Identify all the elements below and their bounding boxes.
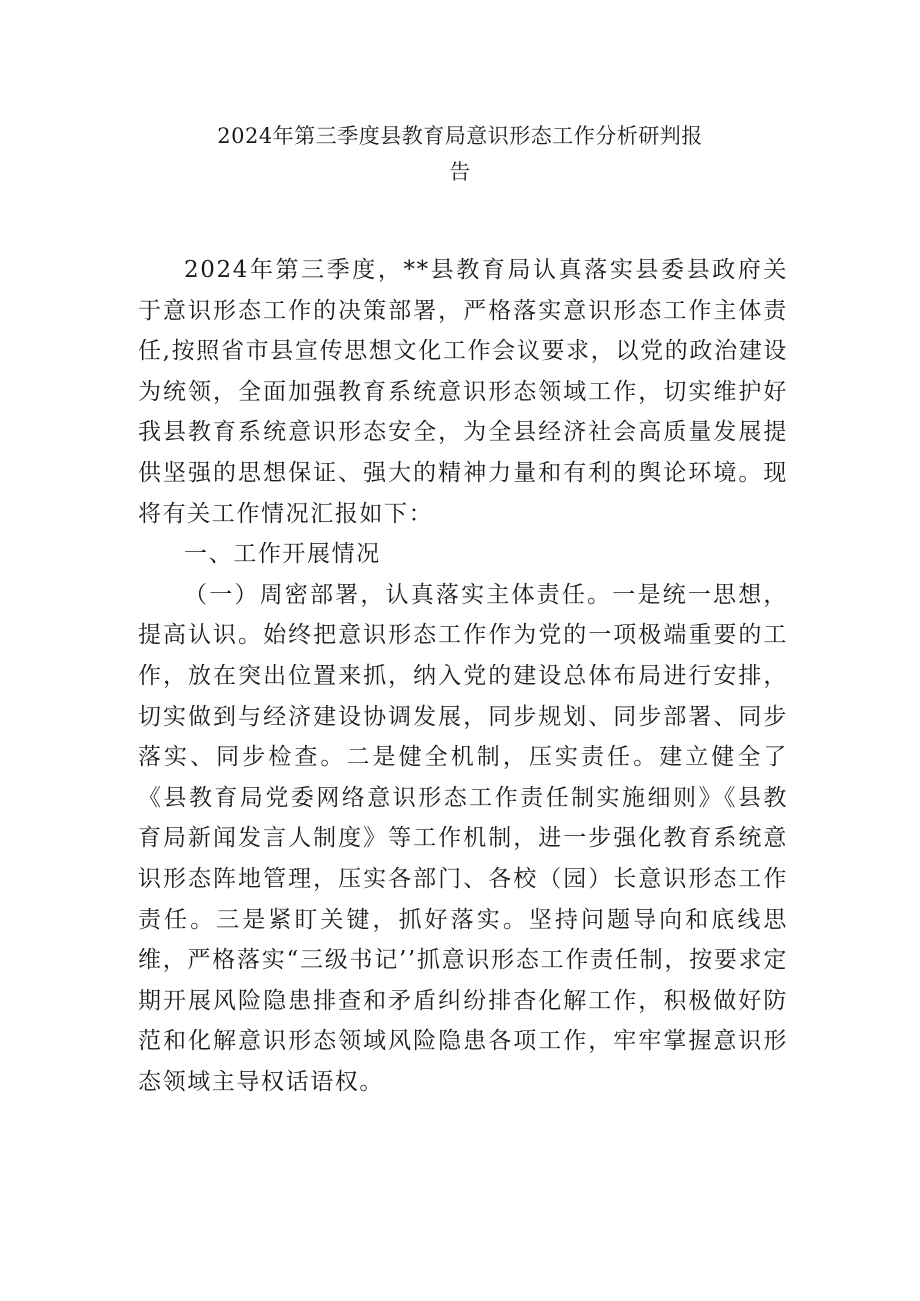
paragraph-intro: 2024年第三季度，**县教育局认真落实县委县政府关于意识形态工作的决策部署，严格落实意识形态工作主体责任,按照省市县宣传思想文化工作会议要求，以党的政治建设为统领，全面加强教育系统意识形态领域工作，切实维护好我县教育系统意识形态安全，为全县经济社会高质量发展提供坚强的思想保证、强大的精神力量和有利的舆论环境。现将有关工作情况汇报如下： — [138, 257, 788, 527]
document-title-line-2: 告 — [449, 160, 471, 184]
paragraph-subsection-1: （一）周密部署，认真落实主体责任。一是统一思想，提高认识。始终把意识形态工作作为党的一项极端重要的工作，放在突出位置来抓，纳入党的建设总体布局进行安排，切实做到与经济建设协调发展，同步规划、同步部署、同步落实、同步检查。二是健全机制，压实责任。建立健全了《县教育局党委网络意识形态工作责任制实施细则》《县教育局新闻发言人制度》等工作机制，进一步强化教育系统意识形态阵地管理，压实各部门、各校（园）长意识形态工作责任。三是紧盯关键，抓好落实。坚持问题导向和底线思维，严格落实“三级书记’’抓意识形态工作责任制，按要求定期开展风险隐患排查和矛盾纠纷排杳化解工作，积极做好防范和化解意识形态领域风险隐患各项工作，牢牢掌握意识形态领域主导权话语权。 — [138, 581, 788, 1095]
document-title — [140, 118, 780, 190]
document-body — [138, 250, 788, 1102]
document-title-line-1: 2024年第三季度县教育局意识形态工作分析研判报 — [217, 124, 703, 148]
section-heading-work-progress: 一、工作开展情况 — [184, 541, 381, 568]
